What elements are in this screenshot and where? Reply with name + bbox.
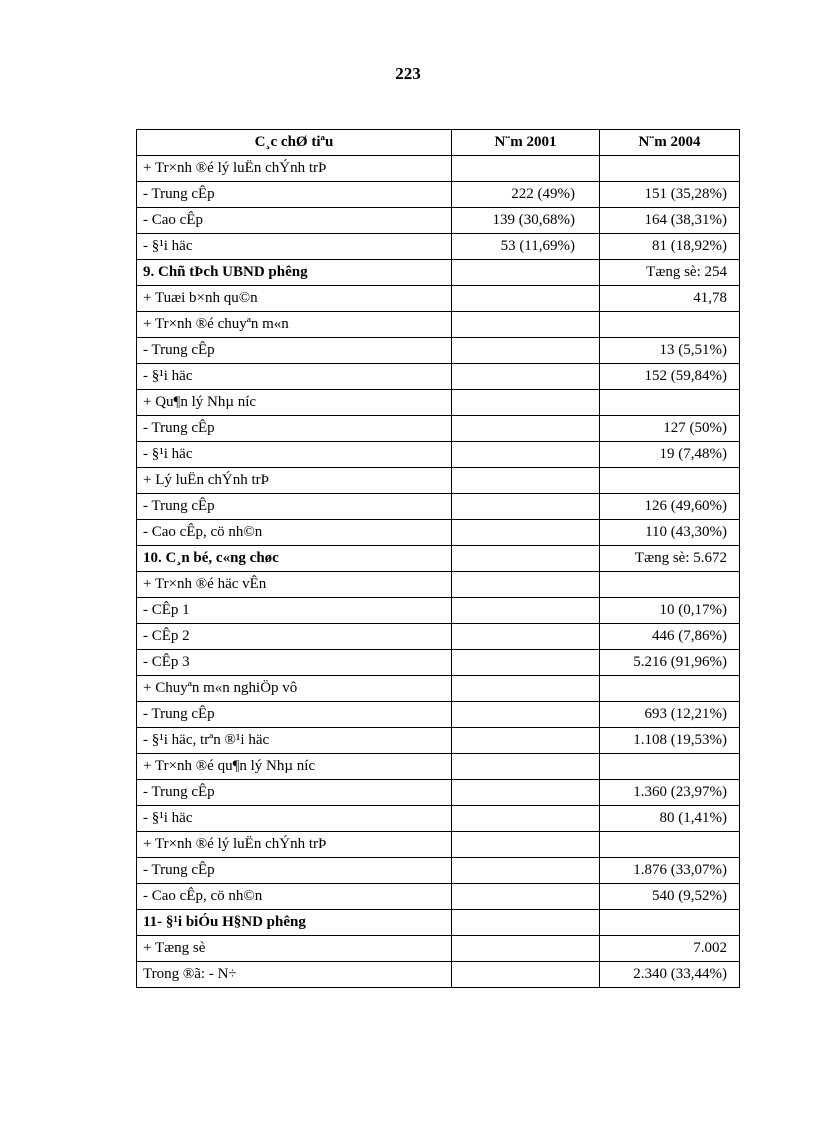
value-2004 xyxy=(600,910,740,936)
row-label: - §¹i häc, trªn ®¹i häc xyxy=(137,728,452,754)
value-2001 xyxy=(452,494,600,520)
value-2001 xyxy=(452,676,600,702)
value-2001 xyxy=(452,858,600,884)
value-2001 xyxy=(452,286,600,312)
row-label: - §¹i häc xyxy=(137,364,452,390)
value-2004: 10 (0,17%) xyxy=(600,598,740,624)
value-2001 xyxy=(452,910,600,936)
row-label: - Cao cÊp, cö nh©n xyxy=(137,520,452,546)
table-row xyxy=(137,910,740,936)
value-2001 xyxy=(452,806,600,832)
value-2004: 81 (18,92%) xyxy=(600,234,740,260)
table-row xyxy=(137,806,740,832)
value-2001 xyxy=(452,728,600,754)
header-year-2001: N¨m 2001 xyxy=(452,130,600,156)
value-2001 xyxy=(452,338,600,364)
value-2004 xyxy=(600,468,740,494)
value-2004 xyxy=(600,390,740,416)
value-2004: 7.002 xyxy=(600,936,740,962)
row-label: - §¹i häc xyxy=(137,234,452,260)
value-2001 xyxy=(452,156,600,182)
row-label: + Tæng sè xyxy=(137,936,452,962)
value-2001 xyxy=(452,520,600,546)
value-2001 xyxy=(452,624,600,650)
row-label: - §¹i häc xyxy=(137,806,452,832)
table-row xyxy=(137,312,740,338)
value-2004: 13 (5,51%) xyxy=(600,338,740,364)
row-label: - Cao cÊp, cö nh©n xyxy=(137,884,452,910)
table-row xyxy=(137,442,740,468)
table-row xyxy=(137,390,740,416)
value-2004: 446 (7,86%) xyxy=(600,624,740,650)
value-2004: 5.216 (91,96%) xyxy=(600,650,740,676)
value-2004 xyxy=(600,312,740,338)
value-2001 xyxy=(452,650,600,676)
value-2004: 80 (1,41%) xyxy=(600,806,740,832)
value-2004: 41,78 xyxy=(600,286,740,312)
table-body xyxy=(137,156,740,988)
row-label: - Trung cÊp xyxy=(137,780,452,806)
value-2001 xyxy=(452,936,600,962)
table-row xyxy=(137,728,740,754)
row-label: Trong ®ã: - N÷ xyxy=(137,962,452,988)
value-2004: 693 (12,21%) xyxy=(600,702,740,728)
table-row xyxy=(137,208,740,234)
row-label: + Tuæi b×nh qu©n xyxy=(137,286,452,312)
row-label: + Tr×nh ®é lý luËn chÝnh trÞ xyxy=(137,832,452,858)
value-2004: 127 (50%) xyxy=(600,416,740,442)
value-2004 xyxy=(600,572,740,598)
table-row xyxy=(137,260,740,286)
row-label: + Tr×nh ®é chuyªn m«n xyxy=(137,312,452,338)
value-2004: 19 (7,48%) xyxy=(600,442,740,468)
table-row xyxy=(137,572,740,598)
row-label: 10. C¸n bé, c«ng chøc xyxy=(137,546,452,572)
table-row xyxy=(137,650,740,676)
value-2004 xyxy=(600,832,740,858)
row-label: - Trung cÊp xyxy=(137,494,452,520)
value-2004 xyxy=(600,156,740,182)
value-2001: 139 (30,68%) xyxy=(452,208,600,234)
table-row xyxy=(137,702,740,728)
row-label: - Trung cÊp xyxy=(137,182,452,208)
value-2001 xyxy=(452,390,600,416)
table-header-row xyxy=(137,130,740,156)
row-label: - CÊp 3 xyxy=(137,650,452,676)
row-label: + Tr×nh ®é lý luËn chÝnh trÞ xyxy=(137,156,452,182)
row-label: - CÊp 2 xyxy=(137,624,452,650)
row-label: 11- §¹i biÓu H§ND phêng xyxy=(137,910,452,936)
value-2004: 126 (49,60%) xyxy=(600,494,740,520)
header-year-2004: N¨m 2004 xyxy=(600,130,740,156)
value-2004: 540 (9,52%) xyxy=(600,884,740,910)
table-row xyxy=(137,520,740,546)
header-indicators: C¸c chØ tiªu xyxy=(137,130,452,156)
table-row xyxy=(137,286,740,312)
row-label: + Chuyªn m«n nghiÖp vô xyxy=(137,676,452,702)
value-2004: 1.360 (23,97%) xyxy=(600,780,740,806)
row-label: 9. Chñ tÞch UBND phêng xyxy=(137,260,452,286)
value-2001: 222 (49%) xyxy=(452,182,600,208)
value-2001 xyxy=(452,546,600,572)
table-row xyxy=(137,156,740,182)
table-row xyxy=(137,494,740,520)
value-2004 xyxy=(600,676,740,702)
table-row xyxy=(137,546,740,572)
value-2001 xyxy=(452,962,600,988)
value-2004: 151 (35,28%) xyxy=(600,182,740,208)
value-2004: 1.108 (19,53%) xyxy=(600,728,740,754)
table-row xyxy=(137,858,740,884)
row-label: + Lý luËn chÝnh trÞ xyxy=(137,468,452,494)
value-2001 xyxy=(452,260,600,286)
table-row xyxy=(137,676,740,702)
value-2001 xyxy=(452,572,600,598)
row-label: - Trung cÊp xyxy=(137,338,452,364)
table-row xyxy=(137,416,740,442)
value-2001 xyxy=(452,884,600,910)
table-row xyxy=(137,364,740,390)
row-label: - CÊp 1 xyxy=(137,598,452,624)
value-2004: 152 (59,84%) xyxy=(600,364,740,390)
value-2004: 1.876 (33,07%) xyxy=(600,858,740,884)
table-row xyxy=(137,884,740,910)
value-2001 xyxy=(452,702,600,728)
table-row xyxy=(137,468,740,494)
value-2001 xyxy=(452,780,600,806)
value-2004: 110 (43,30%) xyxy=(600,520,740,546)
value-2004 xyxy=(600,754,740,780)
value-2004: Tæng sè: 254 xyxy=(600,260,740,286)
value-2001 xyxy=(452,468,600,494)
row-label: - Cao cÊp xyxy=(137,208,452,234)
row-label: + Tr×nh ®é häc vÊn xyxy=(137,572,452,598)
value-2001: 53 (11,69%) xyxy=(452,234,600,260)
row-label: - Trung cÊp xyxy=(137,416,452,442)
table-row xyxy=(137,962,740,988)
table-row xyxy=(137,936,740,962)
value-2001 xyxy=(452,364,600,390)
table-row xyxy=(137,182,740,208)
value-2001 xyxy=(452,598,600,624)
table-row xyxy=(137,598,740,624)
table-row xyxy=(137,338,740,364)
value-2001 xyxy=(452,416,600,442)
value-2004: Tæng sè: 5.672 xyxy=(600,546,740,572)
table-row xyxy=(137,234,740,260)
value-2004: 164 (38,31%) xyxy=(600,208,740,234)
value-2001 xyxy=(452,442,600,468)
table-row xyxy=(137,780,740,806)
table-row xyxy=(137,624,740,650)
value-2004: 2.340 (33,44%) xyxy=(600,962,740,988)
row-label: - Trung cÊp xyxy=(137,858,452,884)
row-label: + Qu¶n lý Nhµ níc xyxy=(137,390,452,416)
row-label: + Tr×nh ®é qu¶n lý Nhµ níc xyxy=(137,754,452,780)
statistics-table xyxy=(136,129,740,988)
value-2001 xyxy=(452,312,600,338)
row-label: - Trung cÊp xyxy=(137,702,452,728)
row-label: - §¹i häc xyxy=(137,442,452,468)
value-2001 xyxy=(452,832,600,858)
table-row xyxy=(137,754,740,780)
page-number: 223 xyxy=(395,64,421,83)
value-2001 xyxy=(452,754,600,780)
table-row xyxy=(137,832,740,858)
